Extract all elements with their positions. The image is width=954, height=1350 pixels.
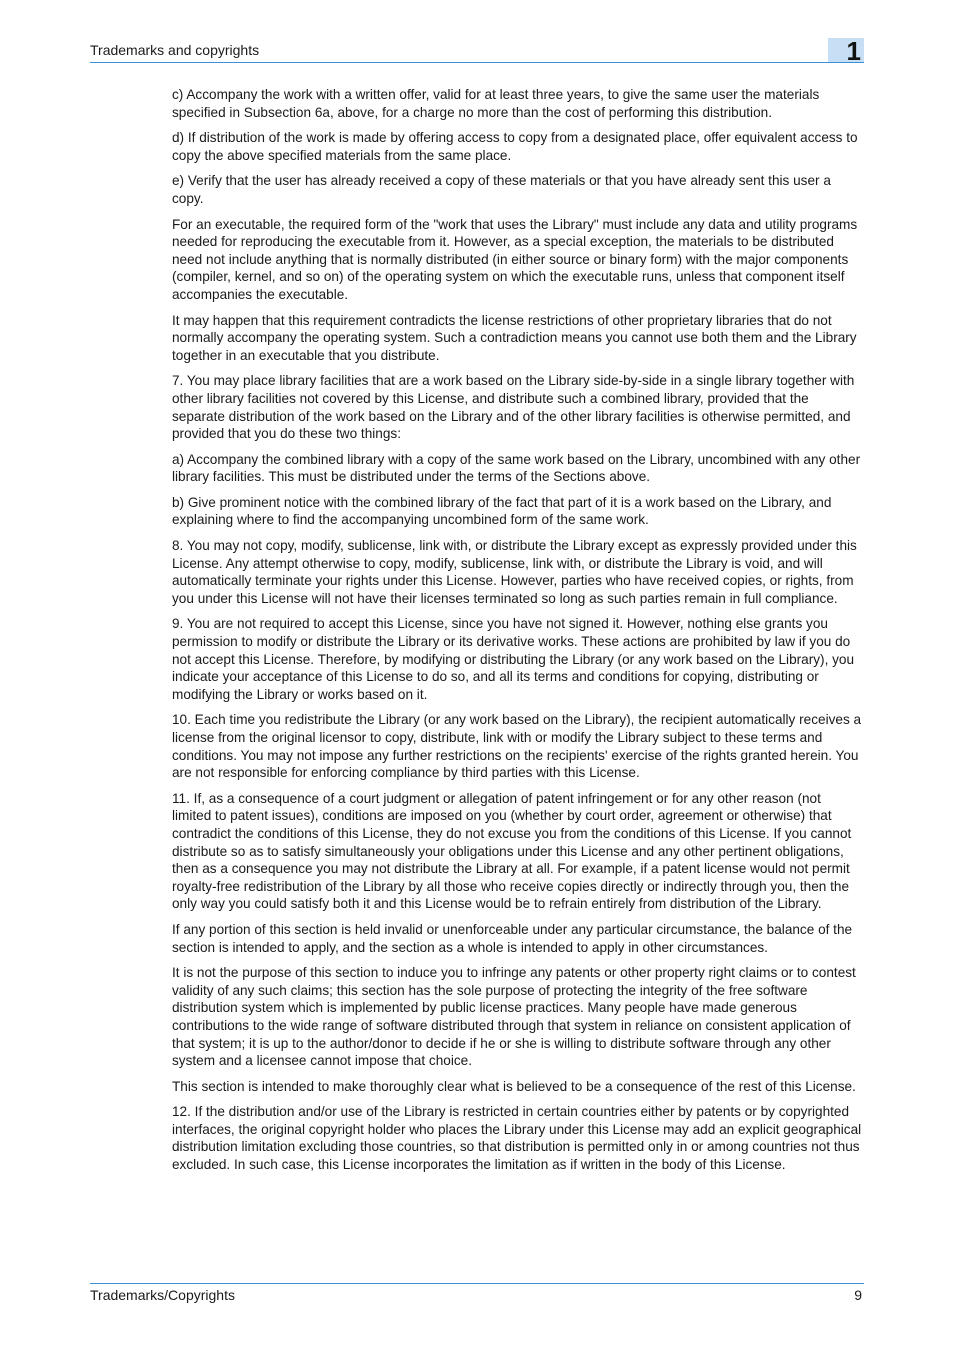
paragraph: e) Verify that the user has already received a copy of these materials or that you have already sent this user a copy. [172,173,831,206]
paragraph: If any portion of this section is held invalid or unenforceable under any particular circumstance, the balance of the section is intended to apply, and the section as a whole is intended to apply in other circumstances. [172,921,853,955]
paragraph: c) Accompany the work with a written offer, valid for at least three years, to give the same user the materials specified in Subsection 6a, above, for a charge no more than the cost of performing this distribution. [172,87,820,120]
paragraph: 12. If the distribution and/or use of the Library is restricted in certain countries either by patents or by copyrighted interfaces, the original copyright holder who places the Library under this License may add an explicit geographical distribution limitation excluding those countries, so that distribution is permitted only in or among countries not thus excluded. In such case, this License incorporates the limitation as if written in the body of this License. [172,1104,862,1173]
page-number: 9 [854,1287,862,1303]
page-header [90,36,864,66]
paragraph: b) Give prominent notice with the combined library of the fact that part of it is a work based on the Library, and explaining where to find the accompanying uncombined form of the same work. [172,494,832,528]
header-title: Trademarks and copyrights [90,42,260,58]
paragraph: 7. You may place library facilities that are a work based on the Library side-by-side in a single library together with other library facilities not covered by this License, and distribute such a combined library, provided that the separate distribution of the work based on the Library and of the other library facilities is otherwise permitted, and provided that you do these two things: [172,373,855,442]
paragraph: 11. If, as a consequence of a court judgment or allegation of patent infringement or for any other reason (not limited to patent issues), conditions are imposed on you (whether by court order, agreement or otherwise) that contradict the conditions of this License, they do not excuse you from the conditions of this License. If you cannot distribute so as to satisfy simultaneously your obligations under this License and any other pertinent obligations, then as a consequence you may not distribute the Library at all. For example, if a patent license would not permit royalty-free redistribution of the Library by all those who receive copies directly or indirectly through you, then the only way you could satisfy both it and this License would be to refrain entirely from distribution of the Library. [172,790,852,912]
paragraph: a) Accompany the combined library with a copy of the same work based on the Library, uncombined with any other library facilities. This must be distributed under the terms of the Sections above. [172,451,861,485]
paragraph: 9. You are not required to accept this License, since you have not signed it. However, nothing else grants you permission to modify or distribute the Library or its derivative works. These actions are prohibited by law if you do not accept this License. Therefore, by modifying or distributing the Library (or any work based on the Library), you indicate your acceptance of this License to do so, and all its terms and conditions for copying, distributing or modifying the Library or works based on it. [172,616,855,702]
paragraph: 10. Each time you redistribute the Library (or any work based on the Library), the recipient automatically receives a license from the original licensor to copy, distribute, link with or modify the Library subject to these terms and conditions. You may not impose any further restrictions on the recipients' exercise of the rights granted herein. You are not responsible for enforcing compliance by third parties with this License. [172,712,862,781]
chapter-number: 1 [846,36,861,66]
paragraph: It is not the purpose of this section to induce you to infringe any patents or other property right claims or to contest validity of any such claims; this section has the sole purpose of protecting the integrity of the free software distribution system which is implemented by public license practices. Many people have made generous contributions to the wide range of software distributed through that system in reliance on consistent application of that system; it is up to the author/donor to decide if he or she is willing to distribute software through any other system and a licensee cannot impose that choice. [172,965,856,1069]
paragraph: d) If distribution of the work is made by offering access to copy from a designated place, offer equivalent access to copy the above specified materials from the same place. [172,130,858,163]
paragraph: For an executable, the required form of the "work that uses the Library" must include any data and utility programs needed for reproducing the executable from it. However, as a special exception, the materials to be distributed need not include anything that is normally distributed (in either source or binary form) with the major components (compiler, kernel, and so on) of the operating system on which the executable runs, unless that component itself accompanies the executable. [172,216,858,302]
body-text [172,86,862,1182]
paragraph: It may happen that this requirement contradicts the license restrictions of other proprietary libraries that do not normally accompany the operating system. Such a contradiction means you cannot use both them and the Library together in an executable that you distribute. [172,312,857,363]
paragraph: 8. You may not copy, modify, sublicense, link with, or distribute the Library except as expressly provided under this License. Any attempt otherwise to copy, modify, sublicense, link with, or distribute the Library is void, and will automatically terminate your rights under this License. However, parties who have received copies, or rights, from you under this License will not have their licenses terminated so long as such parties remain in full compliance. [172,538,857,606]
chapter-tab [828,36,864,66]
footer-title: Trademarks/Copyrights [90,1287,235,1303]
paragraph: This section is intended to make thoroughly clear what is believed to be a consequence of the rest of this License. [172,1078,856,1094]
page-footer [90,1283,864,1303]
